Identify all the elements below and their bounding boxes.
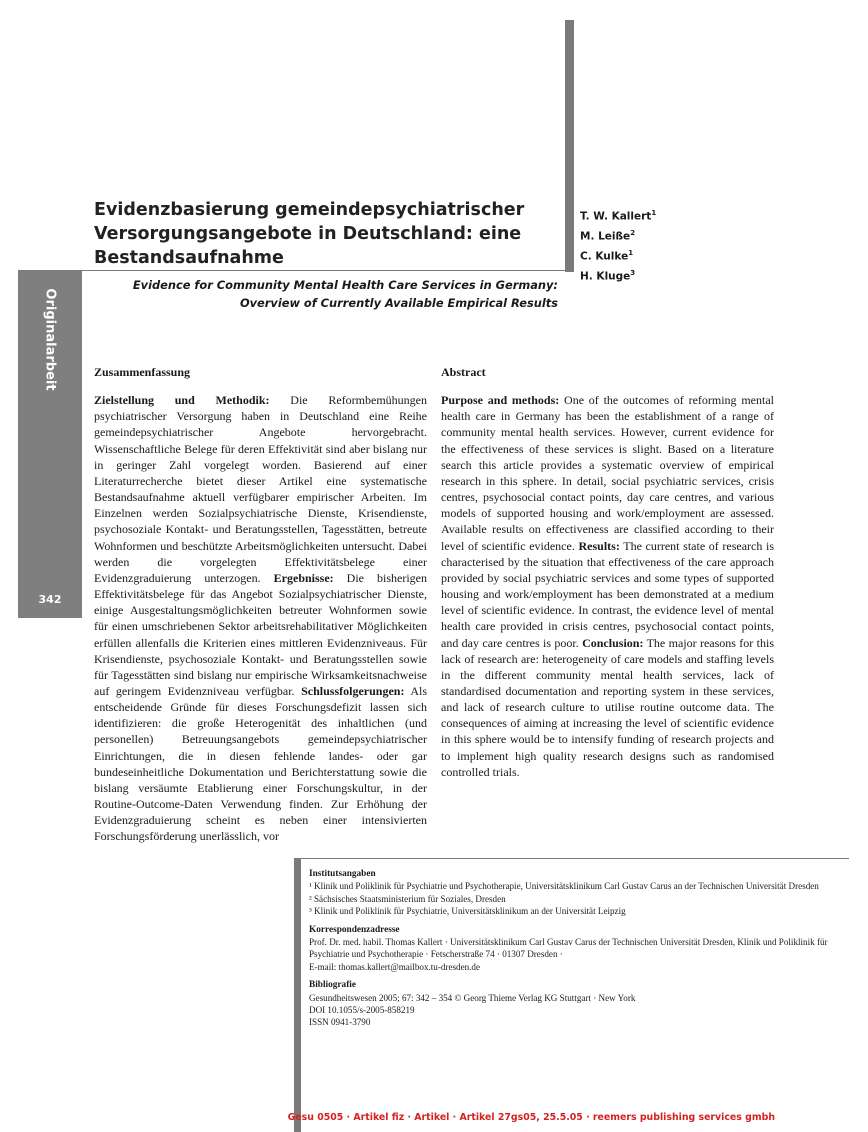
author-name: M. Leiße bbox=[580, 230, 631, 243]
institutsangaben-heading: Institutsangaben bbox=[309, 869, 376, 879]
methods-label: Purpose and methods: bbox=[441, 393, 560, 408]
author-list bbox=[580, 205, 656, 285]
author-name: H. Kluge bbox=[580, 270, 631, 283]
methods-label: Zielstellung und Methodik: bbox=[94, 393, 270, 408]
affiliation-line: ² Sächsisches Staatsministerium für Soziales, Dresden bbox=[309, 893, 506, 904]
author-item bbox=[580, 205, 656, 225]
methods-text: One of the outcomes of reforming mental health care in Germany has been the establishment of a range of community mental health services. However, current evidence for the effectiveness of these services is slight. Based on a literature search this article provides a systematic overview of empirical research in this sphere. In detail, social psychiatric services, crisis centres, psychosocial contact points, day care centres, and various models of supported housing and work/employment are assessed. Available results on effectiveness are classified according to their level of scientific evidence. bbox=[441, 393, 774, 553]
korrespondenz-heading: Korrespondenzadresse bbox=[309, 924, 400, 935]
author-affiliation: 1 bbox=[651, 209, 657, 217]
conclusion-text: The major reasons for this lack of research are: heterogeneity of care models and staffing levels in the different community mental health services, lack of standardised documentation and reporting system in these services, and lack of research culture to utilise routine outcome data. The consequences of aiming at increasing the level of scientific evidence in this sphere would be to intensify funding of research projects and to implement high quality research designs such as randomised controlled trials. bbox=[441, 635, 774, 779]
institutsangaben-section bbox=[309, 868, 829, 918]
zusammenfassung-heading: Zusammenfassung bbox=[94, 365, 191, 379]
results-label: Results: bbox=[578, 538, 620, 553]
methods-text: Die Reformbemühungen psychiatrischer Versorgung haben in Deutschland eine Reihe gemeindepsychiatrischer Angebote hervorgebracht. Wissenschaftliche Belege für deren Effektivität sind aber bislang nur in geringer Zahl vorgelegt worden. Basierend auf einer Literaturrecherche bietet dieser Artikel eine systematische Bestandsaufnahme aktuell verfügbarer empirischer Arbeiten. Im Einzelnen werden Sozialpsychiatrische Dienste, Krisendienste, psychosoziale Kontakt- und Beratungsstellen, Tagesstätten, betreute Wohnformen und beschützte Arbeitsmöglichkeiten untersucht. Dabei werden die vorgelegten Effektivitätsbelege einer Evidenzgraduierung unterzogen. bbox=[94, 393, 427, 585]
issn-line: ISSN 0941-3790 bbox=[309, 1017, 371, 1028]
citation-line: Gesundheitswesen 2005; 67: 342 – 354 © Georg Thieme Verlag KG Stuttgart · New York bbox=[309, 992, 636, 1003]
production-footer: Gesu 0505 · Artikel fiz · Artikel · Artikel 27gs05, 25.5.05 · reemers publishing services gmbh bbox=[287, 1112, 775, 1123]
author-item bbox=[580, 245, 656, 265]
author-item bbox=[580, 265, 656, 285]
bibliografie-heading: Bibliografie bbox=[309, 980, 356, 991]
correspondence-address: Prof. Dr. med. habil. Thomas Kallert · Universitätsklinikum Carl Gustav Carus der Technischen Universität Dresden, Klinik und Poliklinik für Psychiatrie und Psychotherapie · Fetscherstraße 74 · 01307 Dresden · bbox=[309, 937, 828, 960]
article-info-box bbox=[309, 868, 829, 1035]
author-affiliation: 3 bbox=[630, 269, 636, 277]
conclusion-label: Conclusion: bbox=[582, 635, 644, 650]
bibliografie-section bbox=[309, 979, 829, 1029]
author-affiliation: 1 bbox=[628, 249, 634, 257]
korrespondenz-section bbox=[309, 924, 829, 974]
results-text: The current state of research is characterised by the situation that effectiveness of the care approach provided by social psychiatric services and some types of supported housing and work/employment has been demonstrated at a medium level of scientific evidence. In contrast, the evidence level of mental health care provided in crisis centres, psychosocial contact points, and day care centres is poor. bbox=[441, 538, 775, 650]
doi-line: DOI 10.1055/s-2005-858219 bbox=[309, 1005, 415, 1016]
author-item bbox=[580, 225, 656, 245]
page-number: 342 bbox=[38, 593, 62, 606]
results-text: Die bisherigen Effektivitätsbelege für das Angebot Sozialpsychiatrischer Dienste, einige Ausgestaltungsmöglichkeiten betreuter Wohnformen sowie für einen umschriebenen Sektor arbeitsrehabilitativer Möglichkeiten erfüllen allenfalls die Kriterien eines mittleren Evidenzniveaus. Für Krisendienste, psychosoziale Kontakt- und Beratungsstellen sowie für Tagesstätten sind bislang nur empirische Wirksamkeitsnachweise auf geringem Evidenzniveau verfügbar. bbox=[94, 570, 428, 698]
article-title: Evidenzbasierung gemeindepsychiatrischer Versorgungsangebote in Deutschland: eine Bestandsaufnahme bbox=[94, 200, 525, 268]
zusammenfassung-text bbox=[94, 392, 427, 844]
article-type-label: Originalarbeit bbox=[42, 287, 58, 391]
abstract-heading: Abstract bbox=[441, 365, 486, 379]
article-type-label-wrap bbox=[18, 289, 82, 389]
title-vertical-rule bbox=[565, 20, 574, 272]
affiliation-line: ¹ Klinik und Poliklinik für Psychiatrie und Psychotherapie, Universitätsklinikum Carl Gustav Carus an der Technischen Universität Dresden bbox=[309, 881, 819, 892]
english-subtitle: Evidence for Community Mental Health Care Services in Germany: Overview of Currently Available Empirical Results bbox=[132, 278, 558, 310]
author-name: C. Kulke bbox=[580, 250, 629, 263]
correspondence-email: E-mail: thomas.kallert@mailbox.tu-dresden.de bbox=[309, 961, 481, 972]
conclusion-text: Als entscheidende Gründe für dieses Forschungsdefizit lassen sich identifizieren: die große Heterogenität des inhaltlichen (und personellen) Betreuungsangebots gemeindepsychiatrischer Einrichtungen, die in diesen fehlende landes- oder gar bundeseinheitliche Dokumentation und Berichterstattung sowie die bislang versäumte Etablierung einer Forschungskultur, in der Routine-Outcome-Daten Verwendung finden. Zur Erhöhung der Evidenzgraduierung scheint es neben einer intensivierten Forschungsförderung unerlässlich, vor bbox=[94, 683, 428, 844]
conclusion-label: Schlussfolgerungen: bbox=[301, 683, 405, 698]
zusammenfassung-column bbox=[94, 364, 427, 845]
affiliation-line: ³ Klinik und Poliklinik für Psychiatrie, Universitätsklinikum an der Universität Leipzig bbox=[309, 906, 626, 917]
abstract-column bbox=[441, 364, 774, 780]
section-sidebar bbox=[18, 271, 82, 618]
results-label: Ergebnisse: bbox=[273, 570, 334, 585]
abstract-text bbox=[441, 392, 774, 780]
title-horizontal-rule bbox=[18, 270, 574, 271]
author-affiliation: 2 bbox=[630, 229, 636, 237]
info-vertical-rule bbox=[294, 858, 301, 1132]
author-name: T. W. Kallert bbox=[580, 210, 652, 223]
info-horizontal-rule bbox=[301, 858, 849, 859]
